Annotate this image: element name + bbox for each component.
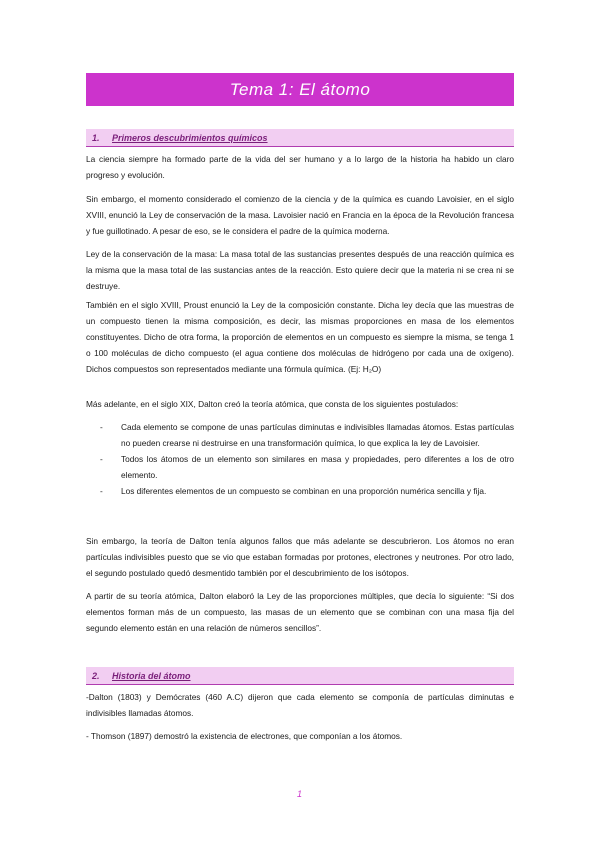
list-item	[100, 483, 514, 499]
title-banner	[86, 73, 514, 106]
section-number: 2.	[92, 671, 100, 681]
list-item-text: Los diferentes elementos de un compuesto se combinan en una proporción numérica sencilla y fija.	[121, 486, 487, 496]
section-title: Historia del átomo	[112, 671, 191, 681]
section-number: 1.	[92, 133, 100, 143]
postulates-list	[100, 419, 514, 499]
paragraph: Sin embargo, el momento considerado el comienzo de la ciencia y de la química es cuando Lavoisier, en el siglo XVIII, enunció la Ley de conservación de la masa. Lavoisier nació en Francia en la época de la Revolución francesa y fue guillotinado. A pesar de eso, se le considera el padre de la química moderna.	[86, 194, 514, 236]
list-item	[100, 451, 514, 483]
paragraph: A partir de su teoría atómica, Dalton elaboró la Ley de las proporciones múltiples, que decía lo siguiente: “Si dos elementos forman más de un compuesto, las masas de un elemento que se combinan con una masa fija del segundo elemento están en una relación de números sencillos”.	[86, 591, 514, 633]
paragraph: - Thomson (1897) demostró la existencia de electrones, que componían a los átomos.	[86, 731, 403, 741]
paragraph: La ciencia siempre ha formado parte de la vida del ser humano y a lo largo de la historia ha habido un claro progreso y evolución.	[86, 154, 514, 180]
section-title: Primeros descubrimientos químicos	[112, 133, 268, 143]
page-title: Tema 1: El átomo	[229, 79, 371, 99]
paragraph: -Dalton (1803) y Demócrates (460 A.C) dijeron que cada elemento se componía de partículas diminutas e indivisibles llamadas átomos.	[86, 692, 514, 718]
bullet-marker: -	[100, 454, 103, 464]
paragraph: Ley de la conservación de la masa: La masa total de las sustancias presentes después de una reacción química es la misma que la masa total de las sustancias antes de la reacción. Esto quiere decir que la materia ni se crea ni se destruye.	[86, 249, 514, 291]
bullet-marker: -	[100, 486, 103, 496]
page-number: 1	[296, 789, 302, 799]
section-heading-2	[86, 667, 514, 685]
paragraph: Sin embargo, la teoría de Dalton tenía algunos fallos que más adelante se descubrieron. Los átomos no eran partículas indivisibles puesto que se vio que estaban formadas por protones, electrones y neutrones. Por otro lado, el segundo postulado quedó desmentido también por el descubrimiento de los isótopos.	[86, 536, 514, 578]
list-item-text: Todos los átomos de un elemento son similares en masa y propiedades, pero diferentes a los de otro elemento.	[121, 454, 514, 480]
section-heading-1	[86, 129, 514, 147]
paragraph: Más adelante, en el siglo XIX, Dalton creó la teoría atómica, que consta de los siguientes postulados:	[86, 399, 459, 409]
list-item-text: Cada elemento se compone de unas partículas diminutas e indivisibles llamadas átomos. Estas partículas no pueden crearse ni destruirse en una transformación química, lo que explica la ley de Lavoisier.	[121, 422, 514, 448]
list-item	[100, 419, 514, 451]
bullet-marker: -	[100, 422, 103, 432]
paragraph: También en el siglo XVIII, Proust enunció la Ley de la composición constante. Dicha ley decía que las muestras de un compuesto tienen la misma composición, es decir, las mismas proporciones en masa de los elementos constituyentes. Dicho de otra forma, la proporción de elementos en un compuesto es siempre la misma, se tenga 1 o 100 moléculas de dicho compuesto (el agua contiene dos moléculas de hidrógeno por cada una de oxígeno). Dichos compuestos son representados mediante una fórmula química. (Ej: H₂O)	[86, 300, 514, 374]
